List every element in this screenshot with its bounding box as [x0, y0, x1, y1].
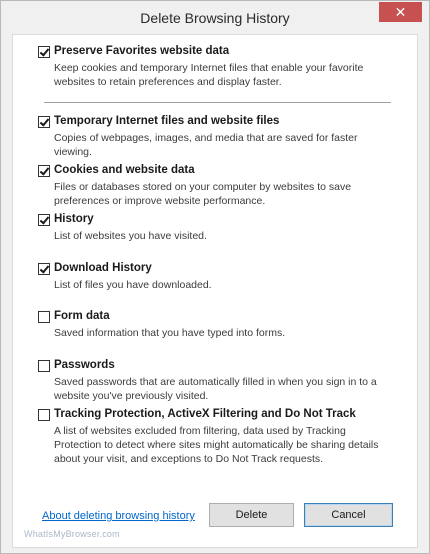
- option-description: List of websites you have visited.: [54, 230, 207, 242]
- delete-button[interactable]: Delete: [209, 503, 294, 527]
- cookies-checkbox[interactable]: [38, 165, 50, 177]
- separator: [44, 102, 391, 103]
- temporary-files-checkbox[interactable]: [38, 116, 50, 128]
- close-button[interactable]: [379, 2, 422, 22]
- preserve-favorites-checkbox[interactable]: [38, 46, 50, 58]
- option-description: Keep cookies and temporary Internet files that enable your favorite websites to retain preferences and display faster.: [54, 62, 364, 88]
- title-bar[interactable]: [1, 1, 429, 35]
- option-label[interactable]: Form data: [54, 310, 110, 322]
- option-label[interactable]: Temporary Internet files and website files: [54, 115, 280, 127]
- dialog-title: Delete Browsing History: [140, 10, 290, 26]
- option-label[interactable]: Cookies and website data: [54, 164, 195, 176]
- option-description: Copies of webpages, images, and media that are saved for faster viewing.: [54, 132, 358, 158]
- cancel-button[interactable]: Cancel: [304, 503, 393, 527]
- option-description: Saved information that you have typed into forms.: [54, 327, 286, 339]
- option-label[interactable]: Preserve Favorites website data: [54, 45, 230, 57]
- close-icon: ✕: [394, 4, 407, 20]
- option-label[interactable]: Tracking Protection, ActiveX Filtering and Do Not Track: [54, 408, 356, 420]
- option-description: List of files you have downloaded.: [54, 279, 212, 291]
- watermark: WhatIsMyBrowser.com: [24, 529, 120, 539]
- form-data-checkbox[interactable]: [38, 311, 50, 323]
- option-description: Saved passwords that are automatically filled in when you sign in to a website you've previously visited.: [54, 376, 377, 402]
- history-checkbox[interactable]: [38, 214, 50, 226]
- option-label[interactable]: History: [54, 213, 94, 225]
- options-panel: [12, 34, 418, 548]
- option-label[interactable]: Passwords: [54, 359, 115, 371]
- option-label[interactable]: Download History: [54, 262, 152, 274]
- download-history-checkbox[interactable]: [38, 263, 50, 275]
- passwords-checkbox[interactable]: [38, 360, 50, 372]
- option-description: Files or databases stored on your computer by websites to save preferences or improve website performance.: [54, 181, 352, 207]
- option-description: A list of websites excluded from filtering, data used by Tracking Protection to detect where sites might automatically be sharing details about your visit, and exceptions to Do Not Track requests.: [54, 425, 379, 465]
- about-deleting-history-link[interactable]: About deleting browsing history: [42, 510, 195, 522]
- tracking-protection-checkbox[interactable]: [38, 409, 50, 421]
